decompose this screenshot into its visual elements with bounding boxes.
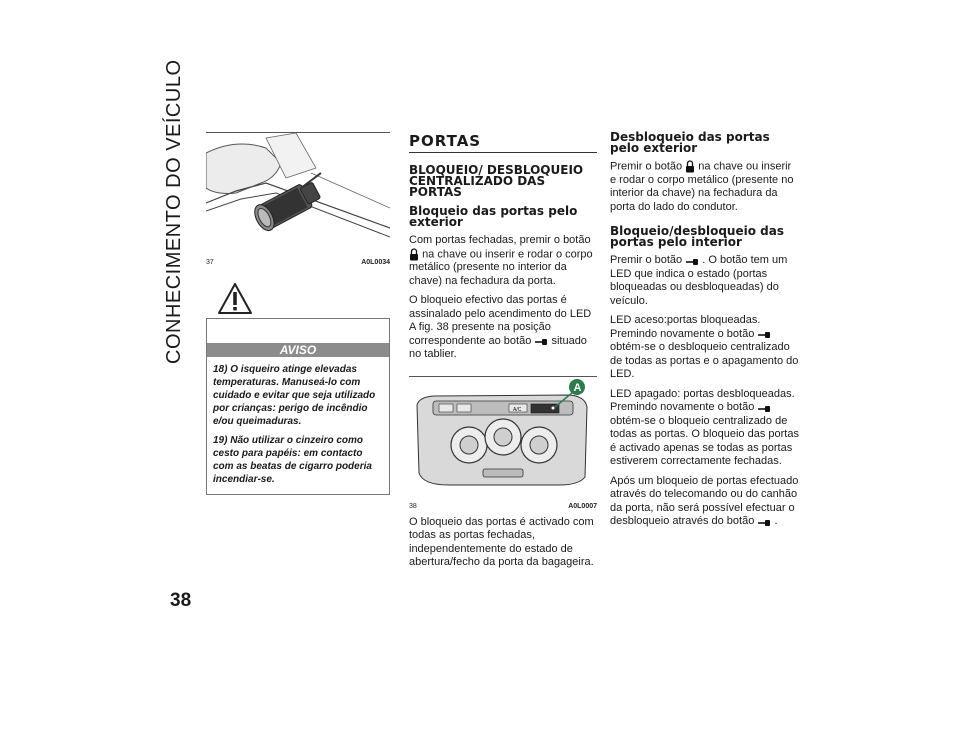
subsection-heading: Desbloqueio das portas pelo exterior — [610, 130, 770, 155]
text: O bloqueio efectivo das portas é assinalado pelo acendimento do LED A fig. 38 presente na posição correspondente ao botão — [409, 294, 592, 347]
door-lock-button-icon — [685, 256, 699, 266]
text: Após um bloqueio de portas efectuado através do telecomando ou do canhão da porta, não será possível efectuar o desbloqueio através do botão — [610, 474, 799, 528]
paragraph — [610, 254, 800, 308]
text: na chave ou inserir e rodar o corpo metálico (presente no interior da chave) na fechadura da porta do lado do condutor. — [610, 160, 794, 213]
paragraph — [610, 160, 800, 214]
section-title: CONHECIMENTO DO VEÍCULO — [163, 59, 185, 364]
warning-box — [206, 318, 390, 495]
column-2 — [409, 132, 597, 570]
figure-code: A0L0007 — [568, 502, 597, 510]
warning-item-text: Não utilizar o cinzeiro como cesto para papéis: em contacto com as beatas de cigarro poderia incendiar-se. — [213, 435, 372, 485]
door-lock-button-icon — [757, 329, 771, 339]
figure-code: A0L0034 — [361, 259, 390, 266]
paragraph — [610, 388, 800, 469]
warning-triangle-icon — [217, 282, 253, 315]
text: Premir o botão — [610, 254, 683, 267]
warning-item-text: O isqueiro atinge elevadas temperaturas. Manuseá-lo com cuidado e evitar que seja utilizado por crianças: perigo de incêndio e/ou queimaduras. — [213, 364, 376, 427]
paragraph: O bloqueio das portas é activado com todas as portas fechadas, independentemente do estado de abertura/fecho da porta da bagageira. — [409, 515, 594, 569]
text: . — [774, 515, 778, 528]
door-lock-button-icon — [757, 517, 771, 527]
paragraph — [610, 475, 800, 529]
column-1 — [206, 132, 390, 495]
text: LED aceso:portas bloqueadas. Premindo novamente o botão — [610, 314, 761, 340]
door-lock-button-icon — [757, 403, 771, 413]
text: situado no tablier. — [409, 334, 587, 361]
figure-37 — [206, 132, 390, 266]
dashboard-controls-illustration — [409, 377, 597, 497]
warning-item-number: 19) — [213, 435, 228, 446]
subsection-heading: Bloqueio/desbloqueio das portas pelo interior — [610, 224, 784, 250]
text: obtém-se o bloqueio centralizado de todas as portas. O bloqueio das portas é activado apenas se todas as portas estiverem correctamente fechadas. — [610, 414, 799, 468]
figure-38 — [409, 376, 597, 510]
subsection-heading: BLOQUEIO/ DESBLOQUEIO CENTRALIZADO DAS PORTAS — [409, 163, 584, 199]
padlock-key-icon — [685, 160, 695, 173]
page-number: 38 — [170, 590, 192, 611]
warning-item-19 — [207, 428, 389, 486]
text: Com portas fechadas, premir o botão — [409, 234, 591, 246]
paragraph — [610, 314, 800, 382]
section-heading: PORTAS — [409, 132, 597, 153]
padlock-key-icon — [409, 248, 419, 261]
paragraph — [409, 294, 597, 362]
text: obtém-se o desbloqueio centralizado de todas as portas e o apagamento do LED. — [610, 341, 799, 381]
figure-number: 38 — [409, 502, 417, 510]
cigarette-lighter-illustration — [206, 133, 390, 253]
door-lock-button-icon — [534, 336, 548, 346]
warning-item-18 — [207, 357, 389, 428]
warning-title: AVISO — [207, 343, 389, 357]
text: Premir o botão — [610, 160, 683, 173]
warning-item-number: 18) — [213, 364, 228, 375]
paragraph — [409, 234, 597, 288]
column-3 — [610, 132, 800, 529]
text: . O botão tem um LED que indica o estado (portas bloqueadas ou desbloqueadas) do veículo. — [610, 254, 788, 307]
ac-label: A/C — [513, 406, 522, 413]
figure-number: 37 — [206, 259, 214, 266]
text: na chave ou inserir e rodar o corpo metálico (presente no interior da chave) na fechadura da porta. — [409, 247, 593, 287]
subsection-heading: Bloqueio das portas pelo exterior — [409, 204, 578, 229]
text: LED apagado: portas desbloqueadas. Premindo novamente o botão — [610, 387, 795, 414]
callout-label: A — [573, 381, 582, 394]
